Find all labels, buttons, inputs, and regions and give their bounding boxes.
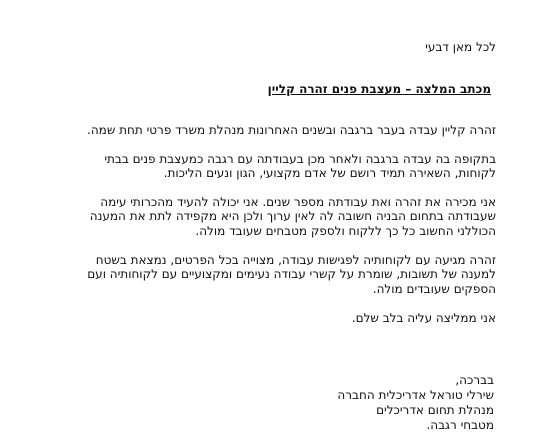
paragraph-line: זהרה מגיעה עם לקוחותיה לפגישות עבודה, מצוייה בכל הפרטים, נמצאת בשטח [95,253,496,267]
paragraph-line: הכוללני החשוב כל כך ללקוח ולספק מטבחים שעובד מולה. [195,224,496,238]
paragraph-line: אני ממליצה עליה בלב שלם. [351,311,496,325]
signature-line: מנהלת תחום אדריכלים [376,403,494,417]
paragraph-line: זהרה קליין עבדה בעבר ברגבה ובשנים האחרונות מנהלת משרד פרטי תחת שמה. [87,123,496,137]
signature-line: שירלי טוראל אדריכלית החברה [337,388,494,402]
letter-title: מכתב המלצה – מעצבת פנים זהרה קליין [267,82,491,96]
paragraph-line: הספקים שעובדים מולה. [372,282,496,296]
paragraph-line: בתקופה בה עבדה ברגבה ולאחר מכן בעבודתה עם רגבה כמעצבת פנים בבתי [104,152,496,166]
paragraph-line: שעבודתה בתחום הבניה חשובה לה לאין ערוך ולכן היא מקפידה לתת את המענה [89,209,496,223]
paragraph-line: למענה של תשובות, שומרת על קשרי עבודה נעימים ומקצועיים עם לקוחותיה ועם [87,267,496,281]
closing: בברכה, [455,373,494,387]
paragraph-line: לקוחות, השאירה תמיד רושם של אדם מקצועי, הגון ונעים הליכות. [163,166,496,180]
salutation: לכל מאן דבעי [425,40,496,54]
paragraph-line: אני מכירה את זהרה ואת עבודתה מספר שנים. אני יכולה להעיד מהכרותי עימה [100,195,496,209]
signature-line: מטבחי רגבה. [426,418,494,432]
